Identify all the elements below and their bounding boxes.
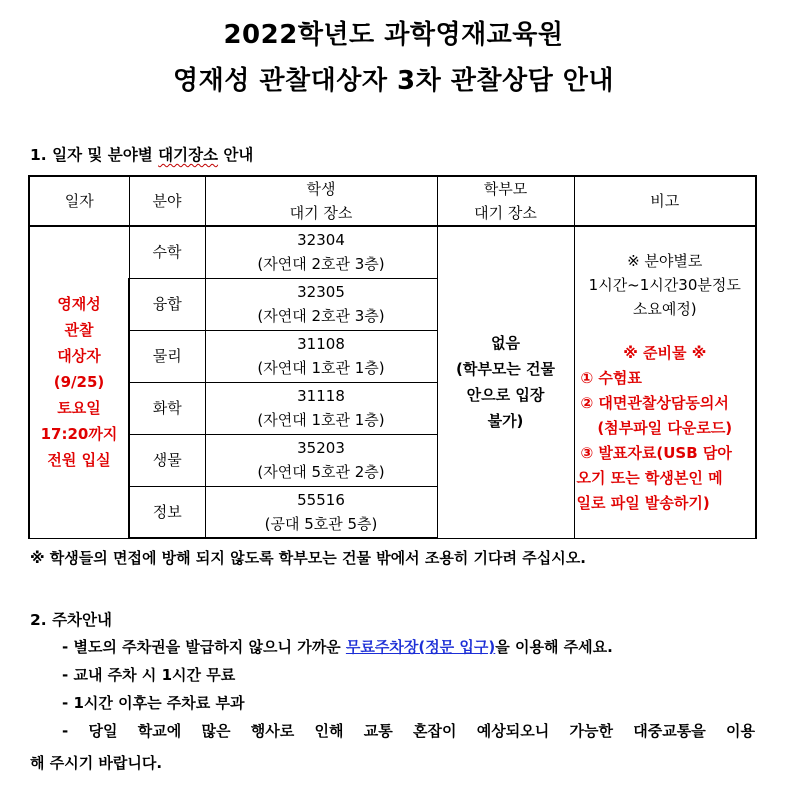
page-subtitle: 영재성 관찰대상자 3차 관찰상담 안내 [172,66,615,96]
field-cell: 융합 [129,278,205,330]
parking-line: - 교내 주차 시 1시간 무료 [62,666,236,684]
field-cell: 물리 [129,330,205,382]
room-cell: 31108 (자연대 1호관 1층) [205,330,437,382]
parent-notice: ※ 학생들의 면접에 방해 되지 않도록 학부모는 건물 밖에서 조용히 기다려 주십시오. [30,549,586,567]
waiting-place-table [28,175,757,539]
prep-item: ① 수험표 [580,368,642,387]
free-parking-link[interactable]: 무료주차장(정문 입구) [345,638,496,656]
prep-item: ③ 발표자료(USB 담아 [580,443,732,462]
room-cell: 35203 (자연대 5호관 2층) [205,434,437,486]
date-cell: 영재성 관찰 대상자 (9/25) 토요일 17:20까지 전원 입실 [29,226,129,538]
field-cell: 화학 [129,382,205,434]
room-cell: 32305 (자연대 2호관 3층) [205,278,437,330]
parking-line: 해 주시기 바랍니다. [30,754,163,772]
page-title: 2022학년도 과학영재교육원 [223,20,564,50]
field-cell: 수학 [129,226,205,278]
room-cell: 31118 (자연대 1호관 1층) [205,382,437,434]
parking-line: - 1시간 이후는 주차료 부과 [62,694,245,712]
room-cell: 32304 (자연대 2호관 3층) [205,226,437,278]
field-cell: 생물 [129,434,205,486]
prep-item: ② 대면관찰상담동의서 [580,393,729,412]
field-cell: 정보 [129,486,205,538]
section-1-heading: 1. 일자 및 분야별 대기장소 안내 [30,146,254,164]
header-field: 분야 [129,176,205,226]
remarks-cell: ※ 분야별로 1시간~1시간30분정도 소요예정) ※ 준비물 ※ ① 수험표 ② 대면관찰상담동의서 (첨부파일 다운로드) ③ 발표자료(USB 담아 오기 또는 학생본인 메 일로 파일 발송하기) [574,226,756,538]
parent-wait-cell: 없음 (학부모는 건물 안으로 입장 불가) [437,226,574,538]
section-2-heading: 2. 주차안내 [30,611,112,629]
header-remarks: 비고 [574,176,756,226]
header-date: 일자 [29,176,129,226]
header-student-wait: 학생 대기 장소 [205,176,437,226]
header-parent-wait: 학부모 대기 장소 [437,176,574,226]
room-cell: 55516 (공대 5호관 5층) [205,486,437,538]
parking-line: - 당일 학교에 많은 행사로 인해 교통 혼잡이 예상되오니 가능한 대중교통을 이용 [62,722,755,740]
parking-line: - 별도의 주차권을 발급하지 않으니 가까운 무료주차장(정문 입구)을 이용해 주세요. [62,638,613,656]
